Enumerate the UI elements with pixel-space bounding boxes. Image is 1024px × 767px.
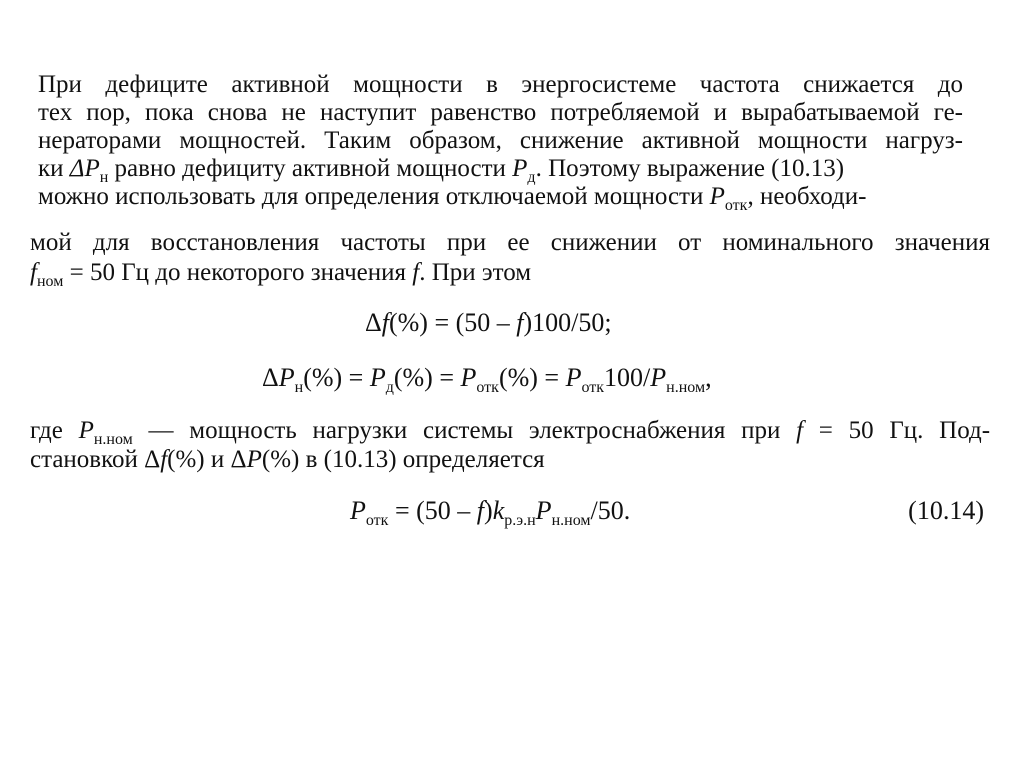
equation-p-otk: $P_{отк} = (50 - f)k_{р.э.н}P_{н.ном}/50$.	[350, 496, 631, 529]
text: тех пор, пока снова не наступит равенство потребляемой и вырабатываемой ге-	[38, 99, 963, 126]
text: При дефиците активной мощности в энергосистеме частота снижается до	[38, 71, 963, 98]
para1-line5: можно использовать для определения отключаемой мощности $P_{отк}$, необходи-	[38, 183, 867, 214]
para1-line4: ки $\Delta P_н$ равно дефициту активной мощности $P_д$. Поэтому выражение (10.13)	[38, 155, 845, 186]
equation-delta-p: $\Delta P_н(\%) = P_д(\%) = P_{отк}(\%) = P_{отк}100/P_{н.ном}$,	[262, 363, 712, 396]
equation-delta-f: Δf(%) = (50 – f)100/50;	[365, 308, 612, 337]
para2-line2: $f_{ном} = 50$ Гц до некоторого значения f. При этом	[30, 259, 532, 290]
text: нераторами мощностей. Таким образом, снижение активной мощности нагруз-	[38, 127, 963, 154]
para1-line1	[38, 70, 963, 100]
para3-line1: где $P_{н.ном}$ — мощность нагрузки системы электроснабжения при f = 50 Гц. Под-	[30, 417, 991, 448]
para3-line2: становкой Δf(%) и ΔP(%) в (10.13) определяется	[30, 446, 545, 473]
text: мой для восстановления частоты при ее снижении от номинального значения	[30, 229, 990, 256]
para1-line2	[38, 98, 963, 128]
equation-number: (10.14)	[908, 496, 984, 525]
para2-line1	[30, 228, 990, 258]
para1-line3	[38, 126, 963, 156]
